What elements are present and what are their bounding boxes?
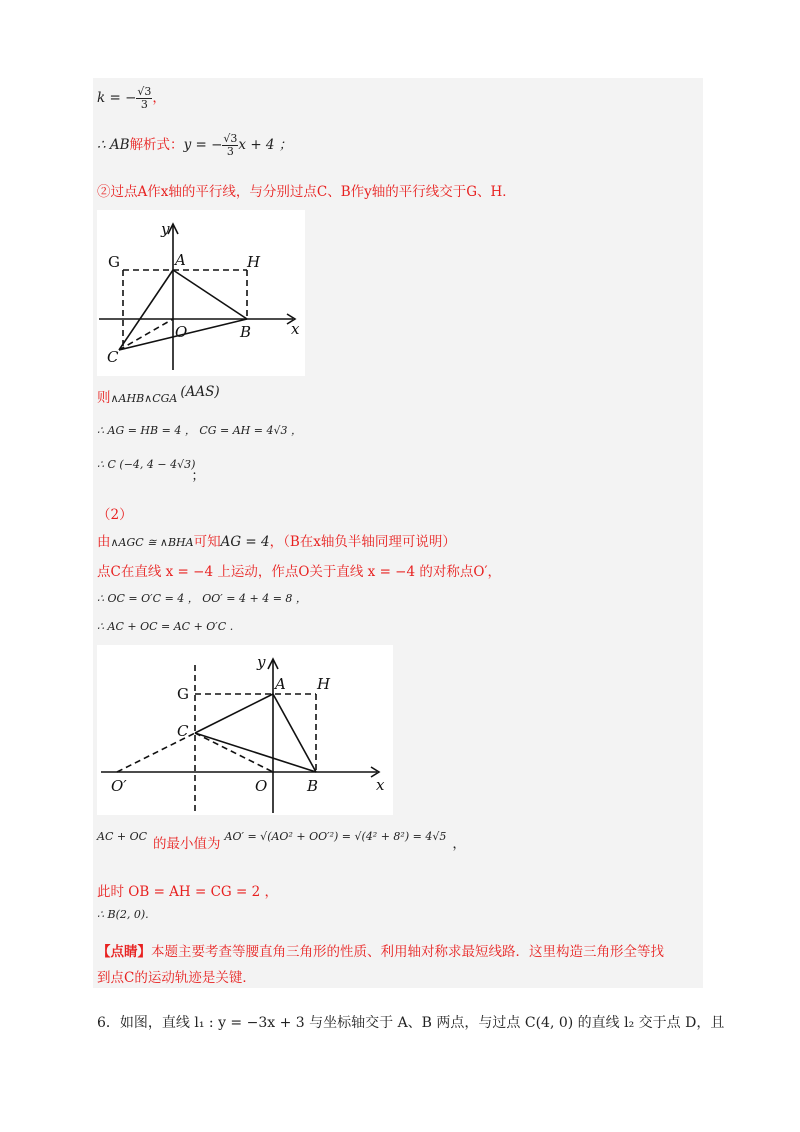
oc-equation-line: ∴ OC = O′C = 4 ， OO′ = 4 + 4 = 8 ， <box>97 592 307 605</box>
part2-line-2: 点C在直线 x = −4 上运动，作点O关于直线 x = −4 的对称点O′， <box>97 564 502 580</box>
note-line-1: 【点睛】本题主要考查等腰直角三角形的性质、利用轴对称求最短线路．这里构造三角形全等找 <box>97 944 664 960</box>
fig1-label-o: O <box>175 323 188 341</box>
fig1-label-h: H <box>247 253 261 271</box>
question-6-text: 6．如图，直线 l₁ : y = −3x + 3 与坐标轴交于 A、B 两点，与过点 C(4, 0) 的直线 l₂ 交于点 D，且 <box>97 1015 725 1031</box>
fig2-segment-ac <box>195 694 273 733</box>
fig2-label-h: H <box>317 675 331 693</box>
fig2-label-b: B <box>307 777 319 795</box>
figure-2 <box>97 645 393 815</box>
fig2-label-o-prime: O′ <box>111 777 127 795</box>
fig1-line-co <box>119 319 173 350</box>
fig2-label-y: y <box>257 653 266 671</box>
ag-equation-line: ∴ AG = HB = 4 ， CG = AH = 4√3 ， <box>97 424 302 437</box>
figure-2-svg <box>97 645 393 815</box>
fig1-label-g: G <box>108 253 120 271</box>
fig2-label-a: A <box>275 675 286 693</box>
part-2-heading: （2） <box>97 507 133 523</box>
ab-equation-line: ∴ AB解析式：y = − $\frac{√3}{3}$ x + 4 ； <box>97 132 293 158</box>
k-value-line: k = − $\frac{√3}{3}$ ， <box>97 85 166 111</box>
fig1-segment-ab <box>173 270 247 319</box>
part2-line-1: 由∧AGC ≅ ∧BHA可知AG = 4，（B在x轴负半轴同理可说明） <box>97 534 456 550</box>
c-coordinate-line: ∴ C (−4, 4 − 4√3)； <box>97 458 205 484</box>
fig1-label-c: C <box>107 348 119 366</box>
fig1-label-a: A <box>175 251 186 269</box>
fig1-label-b: B <box>240 323 252 341</box>
figure-1 <box>97 210 305 376</box>
fig2-label-o: O <box>255 777 268 795</box>
note-line-2: 到点C的运动轨迹是关键． <box>97 970 256 986</box>
step2-text: ②过点A作x轴的平行线，与分别过点C、B作y轴的平行线交于G、H． <box>97 184 516 200</box>
fig2-label-c: C <box>177 722 189 740</box>
fig1-label-y: y <box>161 220 170 238</box>
at-time-line: 此时 OB = AH = CG = 2 ， <box>97 884 278 900</box>
fig2-line-co <box>195 733 273 772</box>
sum-equation-line: ∴ AC + OC = AC + O′C . <box>97 620 234 633</box>
fig2-label-x: x <box>376 776 385 794</box>
note-tag: 【点睛】 <box>97 944 151 960</box>
congruence-line: 则∧AHB∧CGA (AAS) <box>97 384 220 406</box>
figure-1-svg <box>97 210 305 376</box>
minimum-value-line: $^{AC + OC}$ 的最小值为 $^{AO' = √(AO^2 + OO'^2) = √(4^2 + 8^2) = 4√5}$ ， <box>97 830 466 852</box>
fig1-segment-ac <box>119 270 173 350</box>
b-coordinate-line: ∴ B(2, 0). <box>97 908 149 921</box>
fig2-label-g: G <box>177 685 189 703</box>
fig1-label-x: x <box>291 320 300 338</box>
